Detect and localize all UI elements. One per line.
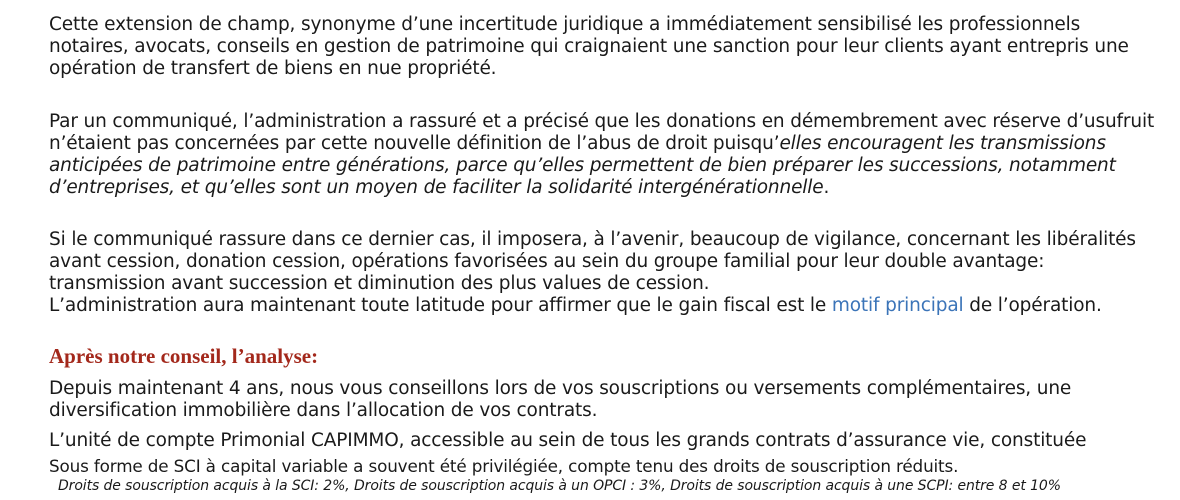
footnote-droits: Droits de souscription acquis à la SCI: 2%, Droits de souscription acquis à un OPCI : 3%, Droits de souscription acquis à une SCPI: entre 8 et 10% [58,478,1061,494]
communique-end: . [823,177,830,198]
vigilance-text: Si le communiqué rassure dans ce dernier cas, il imposera, à l’avenir, beaucoup de vigilance, concernant les libéralités avant cession, donation cession, opérations favorisées au sein du groupe familial pour leur double avantage: transmission avant succession et diminution des plus values de cession. [49,229,1136,294]
paragraph-diversification: Depuis maintenant 4 ans, nous vous conseillons lors de vos souscriptions ou versements complémentaires, une diversification immobilière dans l’allocation de vos contrats. [49,378,1072,421]
paragraph-vigilance [49,229,1159,317]
paragraph-abus-de-droit: Cette extension de champ, synonyme d’une incertitude juridique a immédiatement sensibilisé les professionnels notaires, avocats, conseils en gestion de patrimoine qui craignaient une sanction pour leur clients ayant entrepris une opération de transfert de biens en nue propriété. [49,14,1129,79]
communique-quote: elles encouragent les transmissions anticipées de patrimoine entre générations, parce qu’elles permettent de bien préparer les successions, notamment d’entreprises, et qu’elles sont un moyen de faciliter la solidarité intergénérationnelle [49,133,1116,198]
communique-lead: Par un communiqué, l’administration a rassuré et a précisé que les donations en démembrement avec réserve d’usufruit n’étaient pas concernées par cette nouvelle définition de l’abus de droit puisqu’ [49,111,1155,154]
vigilance-line2-after: de l’opération. [963,295,1102,316]
vigilance-line2-before: L’administration aura maintenant toute latitude pour affirmer que le gain fiscal est le [49,295,832,316]
paragraph-communique [49,111,1159,199]
paragraph-capimmo: L’unité de compte Primonial CAPIMMO, accessible au sein de tous les grands contrats d’assurance vie, constituée [49,430,1087,451]
motif-principal-link[interactable]: motif principal [831,295,964,316]
paragraph-sci: Sous forme de SCI à capital variable a souvent été privilégiée, compte tenu des droits de souscription réduits. [49,456,959,476]
section-heading: Après notre conseil, l’analyse: [49,344,319,368]
